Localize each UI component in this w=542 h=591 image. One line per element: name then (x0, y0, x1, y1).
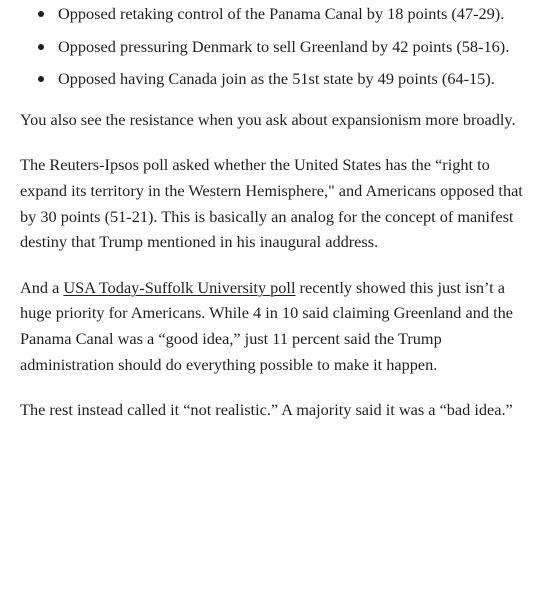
paragraph-text: recently showed this just isn’t a huge priority for Americans. While 4 in 10 said claiming Greenland and the Panama Canal was a “good idea,” just 11 percent said the Trump administration should do everything possible to make it happen. (20, 277, 513, 374)
bullet-icon (38, 44, 44, 50)
list-item (20, 34, 535, 60)
paragraph-usa-today (20, 275, 535, 377)
usa-today-poll-link[interactable]: USA Today-Suffolk University poll (63, 277, 296, 297)
paragraph-text: And a (20, 277, 64, 297)
poll-results-list (20, 1, 535, 92)
bullet-icon (38, 11, 44, 17)
list-item-text: Opposed pressuring Denmark to sell Greenland by 42 points (58-16). (58, 36, 510, 56)
paragraph-expansionism: You also see the resistance when you ask about expansionism more broadly. (20, 109, 516, 129)
list-item-text: Opposed having Canada join as the 51st state by 49 points (64-15). (58, 69, 495, 89)
list-item (20, 1, 535, 27)
article-body (20, 1, 535, 423)
paragraph-not-realistic: The rest instead called it “not realistic.” A majority said it was a “bad idea.” (20, 400, 513, 420)
bullet-icon (38, 76, 44, 82)
list-item-text: Opposed retaking control of the Panama Canal by 18 points (47-29). (58, 4, 505, 23)
list-item (20, 66, 535, 92)
paragraph-reuters-ipsos: The Reuters-Ipsos poll asked whether the United States has the “right to expand its territory in the Western Hemisphere," and Americans opposed that by 30 points (51-21). This is basically an analog for the concept of manifest destiny that Trump mentioned in his inaugural address. (20, 155, 523, 252)
